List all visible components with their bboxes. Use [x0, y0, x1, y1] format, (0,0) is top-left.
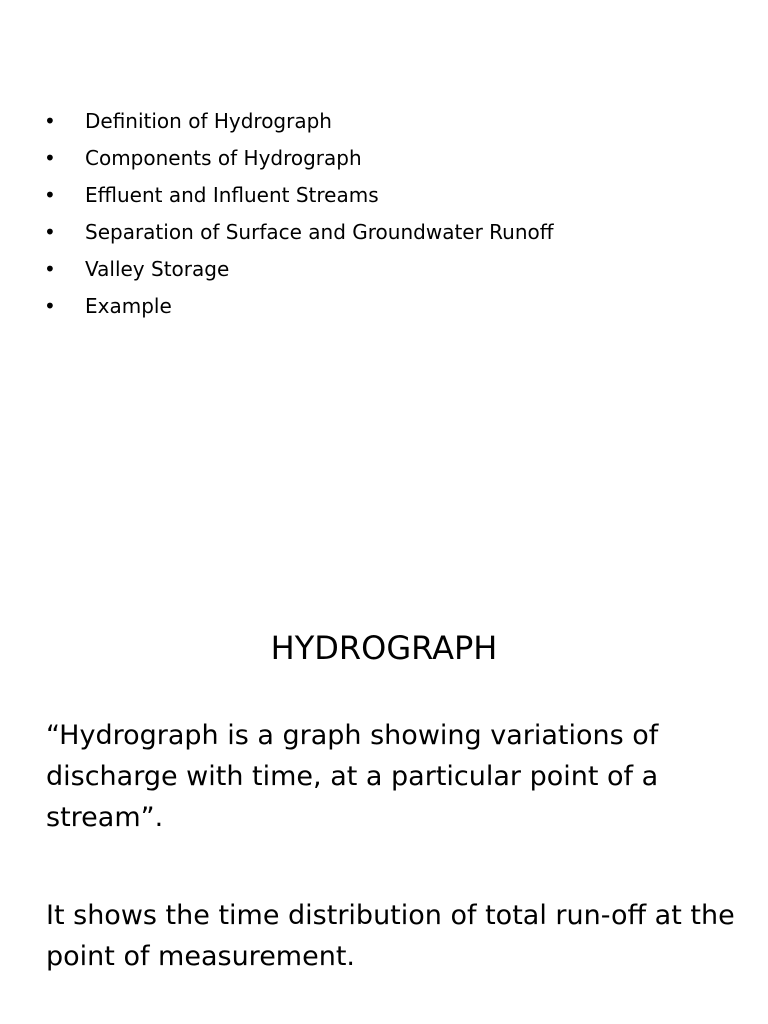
bullet-icon: • [44, 257, 56, 281]
outline-item-valley-storage [42, 254, 554, 291]
outline-item-label: Definition of Hydrograph [85, 109, 332, 133]
outline-item-streams [42, 180, 554, 217]
outline-item-definition [42, 106, 554, 143]
bullet-icon: • [44, 220, 56, 244]
bullet-icon: • [44, 146, 56, 170]
bullet-icon: • [44, 109, 56, 133]
outline-item-label: Components of Hydrograph [85, 146, 362, 170]
outline-item-label: Effluent and Influent Streams [85, 183, 379, 207]
outline-item-components [42, 143, 554, 180]
outline-item-example [42, 291, 554, 328]
definition-paragraph: “Hydrograph is a graph showing variations of discharge with time, at a particular point of a stream”. [46, 720, 659, 833]
outline-item-label: Separation of Surface and Groundwater Runoff [85, 220, 554, 244]
definition-slide [0, 512, 768, 1024]
description-paragraph: It shows the time distribution of total run-off at the point of measurement. [46, 900, 735, 972]
outline-item-label: Valley Storage [85, 257, 230, 281]
bullet-icon: • [44, 294, 56, 318]
slide-title: HYDROGRAPH [270, 629, 498, 667]
outline-bullet-list [42, 106, 554, 328]
outline-item-separation [42, 217, 554, 254]
bullet-icon: • [44, 183, 56, 207]
outline-item-label: Example [85, 294, 172, 318]
